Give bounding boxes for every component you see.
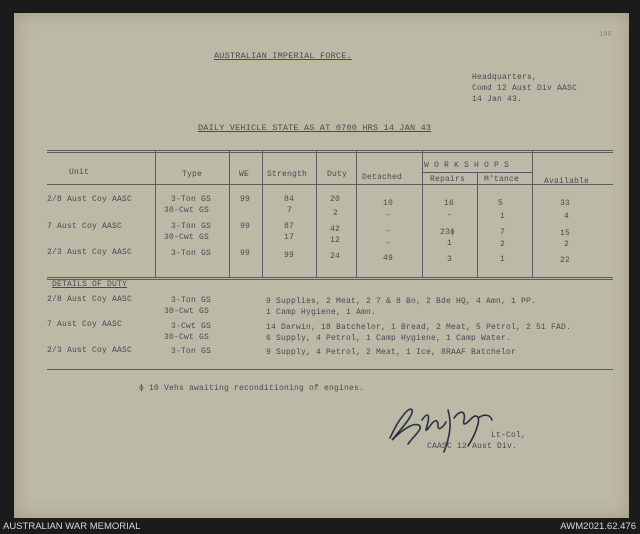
table-cell-detached: - bbox=[386, 211, 392, 220]
table-cell-detached: 10 bbox=[383, 199, 394, 208]
details-unit: 7 Aust Coy AASC bbox=[47, 320, 123, 329]
footer-left-label: AUSTRALIAN WAR MEMORIAL bbox=[3, 521, 141, 532]
document-page bbox=[14, 13, 629, 518]
footnote: ɸ 10 Vehs awaiting reconditioning of engines. bbox=[139, 384, 365, 393]
table-cell-unit: 2/3 Aust Coy AASC bbox=[47, 248, 133, 257]
table-cell-available: 2 bbox=[564, 240, 570, 249]
col-divider bbox=[155, 151, 156, 277]
table-cell-mtance: 7 bbox=[500, 228, 506, 237]
table-cell-mtance: 5 bbox=[498, 199, 504, 208]
table-cell-type: 3-Ton GS bbox=[171, 195, 212, 204]
details-type: 3-Ton GS bbox=[171, 296, 212, 305]
table-cell-type: 3-Ton GS bbox=[171, 222, 212, 231]
col-header-strength: Strength bbox=[267, 170, 308, 179]
table-cell-repairs: 16 bbox=[444, 199, 455, 208]
details-text: 9 Supply, 4 Petrol, 2 Meat, 1 Ice, 8RAAF Batchelor bbox=[266, 348, 517, 357]
table-cell-available: 22 bbox=[560, 256, 571, 265]
table-cell-duty: 20 bbox=[330, 195, 341, 204]
table-cell-available: 33 bbox=[560, 199, 571, 208]
address-line-2: Comd 12 Aust Div AASC bbox=[472, 84, 578, 93]
details-heading: DETAILS OF DUTY bbox=[52, 280, 128, 289]
table-cell-unit: 2/8 Aust Coy AASC bbox=[47, 195, 133, 204]
details-text: 9 Supplies, 2 Meat, 2 7 & 8 Bn, 2 Bde HQ, 4 Amn, 1 PP. bbox=[266, 297, 537, 306]
address-line-1: Headquarters, bbox=[472, 73, 538, 82]
details-text: 14 Darwin, 18 Batchelor, 1 Bread, 2 Meat, 5 Petrol, 2 51 FAD. bbox=[266, 323, 572, 332]
table-cell-strength: 84 bbox=[284, 195, 295, 204]
table-cell-repairs: - bbox=[447, 211, 453, 220]
signature-position: CAASC 12 Aust Div. bbox=[427, 442, 518, 451]
table-cell-duty: 12 bbox=[330, 236, 341, 245]
details-type: 3-Cwt GS bbox=[171, 322, 212, 331]
details-unit: 2/3 Aust Coy AASC bbox=[47, 346, 133, 355]
details-text: 1 Camp Hygiene, 1 Amn. bbox=[266, 308, 377, 317]
table-cell-we: 99 bbox=[240, 195, 251, 204]
table-cell-strength: 99 bbox=[284, 251, 295, 260]
table-cell-duty: 42 bbox=[330, 225, 341, 234]
col-header-unit: Unit bbox=[69, 168, 90, 177]
table-top-rule bbox=[47, 150, 613, 151]
col-divider bbox=[532, 151, 533, 277]
col-divider bbox=[477, 172, 478, 277]
archive-footer bbox=[0, 519, 640, 534]
table-cell-duty: 24 bbox=[330, 252, 341, 261]
details-type: 30-Cwt GS bbox=[164, 307, 210, 316]
table-cell-strength: 7 bbox=[287, 206, 293, 215]
doc-title: DAILY VEHICLE STATE AS AT 0700 HRS 14 JAN 43 bbox=[198, 123, 432, 133]
col-header-repairs: Repairs bbox=[430, 175, 466, 184]
col-header-type: Type bbox=[182, 170, 203, 179]
table-cell-repairs: 23ɸ bbox=[440, 228, 456, 237]
table-cell-detached: 49 bbox=[383, 254, 394, 263]
footer-right-label: AWM2021.62.476 bbox=[560, 521, 636, 532]
details-type: 30-Cwt GS bbox=[164, 333, 210, 342]
table-cell-strength: 17 bbox=[284, 233, 295, 242]
table-bottom-rule-2 bbox=[47, 279, 613, 280]
col-header-mtance: M'tance bbox=[484, 175, 520, 184]
col-divider bbox=[316, 151, 317, 277]
col-divider bbox=[262, 151, 263, 277]
table-cell-duty: 2 bbox=[333, 209, 339, 218]
col-header-available: Available bbox=[544, 177, 590, 186]
table-cell-type: 30-Cwt GS bbox=[164, 206, 210, 215]
table-cell-detached: - bbox=[386, 239, 392, 248]
table-cell-detached: - bbox=[386, 227, 392, 236]
table-header-rule bbox=[47, 184, 613, 185]
corner-mark: 100 bbox=[599, 31, 612, 39]
table-cell-mtance: 2 bbox=[500, 240, 506, 249]
col-divider bbox=[422, 151, 423, 277]
doc-header-title: AUSTRALIAN IMPERIAL FORCE. bbox=[214, 51, 352, 61]
table-cell-type: 30-Cwt GS bbox=[164, 233, 210, 242]
table-top-rule-2 bbox=[47, 152, 613, 153]
details-text: 6 Supply, 4 Petrol, 1 Camp Hygiene, 1 Camp Water. bbox=[266, 334, 512, 343]
address-line-3: 14 Jan 43. bbox=[472, 95, 523, 104]
table-cell-unit: 7 Aust Coy AASC bbox=[47, 222, 123, 231]
col-header-detached: Detached bbox=[362, 173, 403, 182]
details-unit: 2/8 Aust Coy AASC bbox=[47, 295, 133, 304]
table-cell-we: 99 bbox=[240, 222, 251, 231]
table-cell-we: 99 bbox=[240, 249, 251, 258]
table-cell-repairs: 1 bbox=[447, 239, 453, 248]
details-type: 3-Ton GS bbox=[171, 347, 212, 356]
table-cell-type: 3-Ton GS bbox=[171, 249, 212, 258]
table-bottom-rule bbox=[47, 277, 613, 278]
col-header-duty: Duty bbox=[327, 170, 348, 179]
table-cell-available: 4 bbox=[564, 212, 570, 221]
table-cell-mtance: 1 bbox=[500, 255, 506, 264]
col-divider bbox=[229, 151, 230, 277]
col-header-we: WE bbox=[239, 170, 250, 179]
col-header-workshops: W O R K S H O P S bbox=[424, 161, 510, 170]
table-cell-repairs: 3 bbox=[447, 255, 453, 264]
col-divider bbox=[356, 151, 357, 277]
table-cell-strength: 87 bbox=[284, 222, 295, 231]
signature-rank: Lt-Col, bbox=[491, 431, 527, 440]
table-cell-available: 15 bbox=[560, 229, 571, 238]
details-bottom-rule bbox=[47, 369, 613, 370]
table-cell-mtance: 1 bbox=[500, 212, 506, 221]
